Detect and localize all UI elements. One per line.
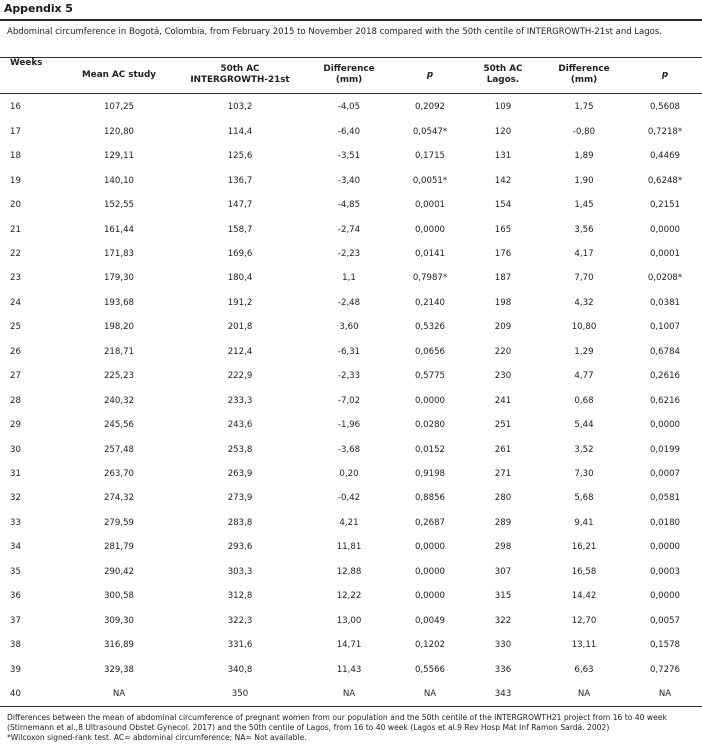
cell-difference-2: 4,17 — [574, 248, 594, 259]
cell-p-2: 0,2151 — [649, 200, 681, 211]
header-p-2 — [632, 58, 698, 92]
header-lagos-line1: 50th AC — [483, 64, 523, 74]
table-header — [0, 58, 702, 92]
cell-intergrowth: 331,6 — [227, 640, 253, 651]
cell-weeks: 40 — [10, 689, 21, 700]
cell-p-2: 0,1578 — [649, 640, 681, 651]
cell-difference-2: 5,68 — [574, 493, 594, 504]
cell-difference-1: 13,00 — [336, 615, 362, 626]
cell-mean-ac: 300,58 — [103, 591, 135, 602]
cell-p-2: 0,0581 — [649, 493, 681, 504]
cell-p-1: 0,0000 — [414, 566, 446, 577]
table-row — [0, 193, 702, 218]
table-row — [0, 486, 702, 511]
cell-intergrowth: 136,7 — [227, 175, 253, 186]
table-row — [0, 119, 702, 144]
cell-difference-2: 10,80 — [571, 322, 597, 333]
cell-difference-2: 1,45 — [574, 200, 594, 211]
header-p-1-text: p — [426, 69, 434, 80]
cell-intergrowth: 340,8 — [227, 664, 253, 675]
cell-difference-2: 3,56 — [574, 224, 594, 235]
cell-weeks: 24 — [10, 297, 21, 308]
cell-p-1: 0,7987* — [412, 273, 448, 284]
cell-p-1: 0,0547* — [412, 126, 448, 137]
cell-weeks: 28 — [10, 395, 21, 406]
cell-lagos: 271 — [494, 469, 512, 479]
cell-difference-2: 6,63 — [574, 664, 594, 675]
cell-p-2: 0,0000 — [649, 224, 681, 235]
cell-intergrowth: 263,9 — [227, 469, 253, 479]
table-row — [0, 168, 702, 193]
cell-lagos: 209 — [494, 322, 512, 333]
cell-intergrowth: 273,9 — [227, 493, 253, 504]
header-difference-2-line1: Difference — [558, 64, 610, 74]
cell-lagos: 176 — [494, 248, 512, 259]
cell-p-2: 0,0003 — [649, 566, 681, 577]
header-difference-1-line2: (mm) — [335, 75, 363, 85]
top-rule — [0, 19, 702, 21]
table-row — [0, 560, 702, 585]
cell-lagos: 315 — [494, 591, 512, 602]
cell-intergrowth: 233,3 — [227, 395, 253, 406]
cell-intergrowth: 253,8 — [227, 444, 253, 455]
cell-p-1: 0,0141 — [414, 248, 446, 259]
cell-weeks: 30 — [10, 444, 21, 455]
cell-lagos: 343 — [494, 689, 512, 700]
cell-difference-2: 13,11 — [571, 640, 597, 651]
cell-intergrowth: 180,4 — [227, 273, 253, 284]
cell-p-2: 0,6216 — [649, 395, 681, 406]
cell-p-1: 0,8856 — [414, 493, 446, 504]
cell-difference-2: 1,29 — [574, 346, 594, 357]
cell-difference-2: 12,70 — [571, 615, 597, 626]
cell-difference-2: 1,90 — [574, 175, 594, 186]
cell-mean-ac: 281,79 — [103, 542, 135, 553]
cell-lagos: 154 — [494, 200, 512, 211]
cell-weeks: 18 — [10, 151, 21, 162]
cell-mean-ac: 329,38 — [103, 664, 135, 675]
table-row — [0, 584, 702, 609]
cell-p-1: 0,2140 — [414, 297, 446, 308]
table-row — [0, 608, 702, 633]
cell-p-2: 0,6784 — [649, 346, 681, 357]
cell-mean-ac: 240,32 — [103, 395, 135, 406]
cell-p-1: 0,5775 — [414, 371, 446, 382]
cell-lagos: 109 — [494, 102, 512, 113]
cell-mean-ac: 245,56 — [103, 420, 135, 431]
cell-intergrowth: 114,4 — [227, 126, 253, 137]
cell-weeks: 26 — [10, 346, 21, 357]
appendix-title: Appendix 5 — [4, 2, 73, 15]
table-row — [0, 364, 702, 389]
cell-p-2: 0,1007 — [649, 322, 681, 333]
cell-difference-1: 4,21 — [339, 517, 359, 528]
cell-difference-2: 7,70 — [574, 273, 594, 284]
cell-mean-ac: 171,83 — [103, 248, 135, 259]
cell-difference-2: 1,75 — [574, 102, 594, 113]
cell-difference-1: 0,20 — [339, 469, 359, 479]
cell-mean-ac: 161,44 — [103, 224, 135, 235]
cell-mean-ac: 279,59 — [103, 517, 135, 528]
cell-p-1: 0,0000 — [414, 542, 446, 553]
cell-p-1: 0,0001 — [414, 200, 446, 211]
cell-difference-1: -2,23 — [337, 248, 361, 259]
cell-weeks: 20 — [10, 200, 21, 211]
cell-intergrowth: 222,9 — [227, 371, 253, 382]
table-row — [0, 266, 702, 291]
cell-p-2: 0,7218* — [647, 126, 683, 137]
cell-intergrowth: 293,6 — [227, 542, 253, 553]
cell-weeks: 35 — [10, 566, 21, 577]
table-row — [0, 95, 702, 120]
cell-p-1: 0,0152 — [414, 444, 446, 455]
cell-p-2: 0,0057 — [649, 615, 681, 626]
cell-p-1: 0,0000 — [414, 395, 446, 406]
cell-lagos: 198 — [494, 297, 512, 308]
cell-p-1: 0,0656 — [414, 346, 446, 357]
table-row — [0, 682, 702, 707]
cell-lagos: 261 — [494, 444, 512, 455]
cell-p-1: NA — [423, 689, 437, 700]
cell-difference-1: -2,48 — [337, 297, 361, 308]
cell-weeks: 16 — [10, 102, 21, 113]
cell-difference-1: -2,74 — [337, 224, 361, 235]
cell-lagos: 187 — [494, 273, 512, 284]
cell-difference-1: -2,33 — [337, 371, 361, 382]
footnote-line-1: Differences between the mean of abdominal circumference of pregnant women from our population and the 50th centile of the INTERGROWTH21 project from 16 to 40 week (Stirnemann et al.,8 Ultrasound Obstet Gynecol. 2017) and the 50th centile of Lagos, from 16 to 40 week (Lagos et al.9 Rev Hosp Mat Inf Ramon Sardá. 2002) — [7, 713, 667, 732]
cell-mean-ac: 140,10 — [103, 175, 135, 186]
cell-p-2: 0,0199 — [649, 444, 681, 455]
header-difference-2-line2: (mm) — [570, 75, 598, 85]
cell-difference-1: 14,71 — [336, 640, 362, 651]
cell-p-2: 0,0000 — [649, 542, 681, 553]
cell-difference-1: -4,05 — [337, 102, 361, 113]
cell-lagos: 120 — [494, 126, 512, 137]
cell-difference-2: 5,44 — [574, 420, 594, 431]
table-row — [0, 388, 702, 413]
cell-intergrowth: 283,8 — [227, 517, 253, 528]
table-caption: Abdominal circumference in Bogotá, Colombia, from February 2015 to November 2018 compared with the 50th centile of INTERGROWTH-21st and Lagos. — [7, 27, 662, 37]
cell-p-1: 0,5326 — [414, 322, 446, 333]
cell-p-1: 0,0000 — [414, 591, 446, 602]
cell-difference-1: -4,85 — [337, 200, 361, 211]
header-p-2-text: p — [661, 69, 669, 80]
cell-intergrowth: 158,7 — [227, 224, 253, 235]
table-row — [0, 340, 702, 365]
cell-mean-ac: 263,70 — [103, 469, 135, 479]
cell-intergrowth: 303,3 — [227, 566, 253, 577]
cell-p-1: 0,1715 — [414, 151, 446, 162]
footnote-line-2: *Wilcoxon signed-rank test. AC= abdominal circumference; NA= Not available. — [7, 733, 307, 742]
cell-lagos: 241 — [494, 395, 512, 406]
cell-p-1: 0,0051* — [412, 175, 448, 186]
cell-lagos: 230 — [494, 371, 512, 382]
header-weeks: Weeks — [10, 58, 43, 68]
cell-intergrowth: 147,7 — [227, 200, 253, 211]
cell-difference-1: 12,22 — [336, 591, 362, 602]
cell-p-2: 0,0000 — [649, 591, 681, 602]
header-lagos-line2: Lagos. — [486, 75, 520, 85]
cell-p-1: 0,0280 — [414, 420, 446, 431]
table-row — [0, 462, 702, 487]
cell-difference-1: 1,1 — [342, 273, 356, 284]
cell-weeks: 34 — [10, 542, 21, 553]
cell-difference-1: 12,88 — [336, 566, 362, 577]
cell-mean-ac: 107,25 — [103, 102, 135, 113]
header-intergrowth-line1: 50th AC — [220, 64, 260, 74]
header-difference-2 — [540, 58, 628, 92]
cell-mean-ac: NA — [112, 689, 126, 700]
cell-p-2: 0,7276 — [649, 664, 681, 675]
cell-difference-2: 14,42 — [571, 591, 597, 602]
cell-p-2: 0,6248* — [647, 175, 683, 186]
cell-weeks: 36 — [10, 591, 21, 602]
cell-weeks: 23 — [10, 273, 21, 284]
cell-lagos: 280 — [494, 493, 512, 504]
header-difference-1-line1: Difference — [323, 64, 375, 74]
cell-weeks: 39 — [10, 664, 21, 675]
cell-weeks: 27 — [10, 371, 21, 382]
cell-mean-ac: 316,89 — [103, 640, 135, 651]
cell-difference-1: 11,81 — [336, 542, 362, 553]
cell-intergrowth: 312,8 — [227, 591, 253, 602]
cell-difference-2: NA — [577, 689, 591, 700]
cell-lagos: 336 — [494, 664, 512, 675]
cell-intergrowth: 125,6 — [227, 151, 253, 162]
cell-difference-1: NA — [342, 689, 356, 700]
cell-mean-ac: 290,42 — [103, 566, 135, 577]
table-bottom-rule — [0, 706, 702, 707]
cell-p-2: 0,0208* — [647, 273, 683, 284]
cell-lagos: 330 — [494, 640, 512, 651]
cell-difference-1: -1,96 — [337, 420, 361, 431]
cell-intergrowth: 191,2 — [227, 297, 253, 308]
cell-weeks: 25 — [10, 322, 21, 333]
cell-difference-1: -3,68 — [337, 444, 361, 455]
cell-p-2: 0,2616 — [649, 371, 681, 382]
cell-intergrowth: 322,3 — [227, 615, 253, 626]
cell-p-2: 0,0001 — [649, 248, 681, 259]
cell-intergrowth: 201,8 — [227, 322, 253, 333]
cell-difference-2: 4,77 — [574, 371, 594, 382]
cell-weeks: 37 — [10, 615, 21, 626]
cell-p-1: 0,5566 — [414, 664, 446, 675]
cell-p-1: 0,2092 — [414, 102, 446, 113]
cell-weeks: 21 — [10, 224, 21, 235]
cell-intergrowth: 350 — [231, 689, 249, 700]
cell-p-2: 0,0007 — [649, 469, 681, 479]
cell-mean-ac: 120,80 — [103, 126, 135, 137]
cell-lagos: 251 — [494, 420, 512, 431]
table-row — [0, 657, 702, 682]
cell-difference-2: 4,32 — [574, 297, 594, 308]
cell-weeks: 38 — [10, 640, 21, 651]
cell-mean-ac: 274,32 — [103, 493, 135, 504]
cell-difference-1: -6,31 — [337, 346, 361, 357]
cell-difference-2: 7,30 — [574, 469, 594, 479]
header-intergrowth-line2: INTERGROWTH-21st — [190, 75, 290, 85]
table-footnote — [7, 713, 699, 743]
cell-difference-2: -0,80 — [572, 126, 596, 137]
cell-mean-ac: 225,23 — [103, 371, 135, 382]
cell-difference-1: -6,40 — [337, 126, 361, 137]
cell-difference-2: 3,52 — [574, 444, 594, 455]
cell-lagos: 322 — [494, 615, 512, 626]
cell-lagos: 298 — [494, 542, 512, 553]
cell-mean-ac: 129,11 — [103, 151, 135, 162]
table-row — [0, 511, 702, 536]
header-bottom-rule — [0, 93, 702, 94]
header-intergrowth — [178, 58, 302, 92]
header-mean-ac: Mean AC study — [81, 69, 157, 80]
table-row — [0, 315, 702, 340]
table-row — [0, 413, 702, 438]
table-row — [0, 242, 702, 267]
cell-p-2: 0,0381 — [649, 297, 681, 308]
cell-difference-1: -3,51 — [337, 151, 361, 162]
cell-difference-2: 9,41 — [574, 517, 594, 528]
cell-mean-ac: 257,48 — [103, 444, 135, 455]
cell-mean-ac: 193,68 — [103, 297, 135, 308]
cell-difference-1: -0,42 — [337, 493, 361, 504]
cell-weeks: 22 — [10, 248, 21, 259]
cell-weeks: 19 — [10, 175, 21, 186]
header-lagos — [466, 58, 540, 92]
cell-difference-2: 0,68 — [574, 395, 594, 406]
cell-difference-1: 3,60 — [339, 322, 359, 333]
table-row — [0, 535, 702, 560]
table-row — [0, 633, 702, 658]
cell-mean-ac: 309,30 — [103, 615, 135, 626]
cell-p-1: 0,1202 — [414, 640, 446, 651]
cell-lagos: 220 — [494, 346, 512, 357]
cell-difference-2: 1,89 — [574, 151, 594, 162]
cell-weeks: 17 — [10, 126, 21, 137]
cell-weeks: 31 — [10, 469, 21, 479]
cell-difference-1: 11,43 — [336, 664, 362, 675]
cell-lagos: 131 — [494, 151, 512, 162]
cell-p-2: 0,5608 — [649, 102, 681, 113]
cell-p-1: 0,0000 — [414, 224, 446, 235]
table-row — [0, 291, 702, 316]
table-row — [0, 217, 702, 242]
cell-intergrowth: 243,6 — [227, 420, 253, 431]
cell-p-1: 0,0049 — [414, 615, 446, 626]
table-row — [0, 437, 702, 462]
cell-difference-1: -3,40 — [337, 175, 361, 186]
cell-p-2: 0,0180 — [649, 517, 681, 528]
cell-mean-ac: 152,55 — [103, 200, 135, 211]
cell-p-1: 0,2687 — [414, 517, 446, 528]
cell-p-2: 0,0000 — [649, 420, 681, 431]
cell-weeks: 33 — [10, 517, 21, 528]
table-row — [0, 144, 702, 169]
cell-lagos: 142 — [494, 175, 512, 186]
cell-difference-2: 16,58 — [571, 566, 597, 577]
cell-lagos: 165 — [494, 224, 512, 235]
cell-p-2: NA — [658, 689, 672, 700]
cell-intergrowth: 212,4 — [227, 346, 253, 357]
cell-lagos: 307 — [494, 566, 512, 577]
cell-difference-2: 16,21 — [571, 542, 597, 553]
header-p-1 — [396, 58, 464, 92]
cell-mean-ac: 218,71 — [103, 346, 135, 357]
cell-intergrowth: 103,2 — [227, 102, 253, 113]
cell-mean-ac: 179,30 — [103, 273, 135, 284]
cell-intergrowth: 169,6 — [227, 248, 253, 259]
cell-p-2: 0,4469 — [649, 151, 681, 162]
cell-p-1: 0,9198 — [414, 469, 446, 479]
cell-weeks: 29 — [10, 420, 21, 431]
cell-lagos: 289 — [494, 517, 512, 528]
cell-weeks: 32 — [10, 493, 21, 504]
cell-mean-ac: 198,20 — [103, 322, 135, 333]
cell-difference-1: -7,02 — [337, 395, 361, 406]
header-difference-1 — [304, 58, 394, 92]
